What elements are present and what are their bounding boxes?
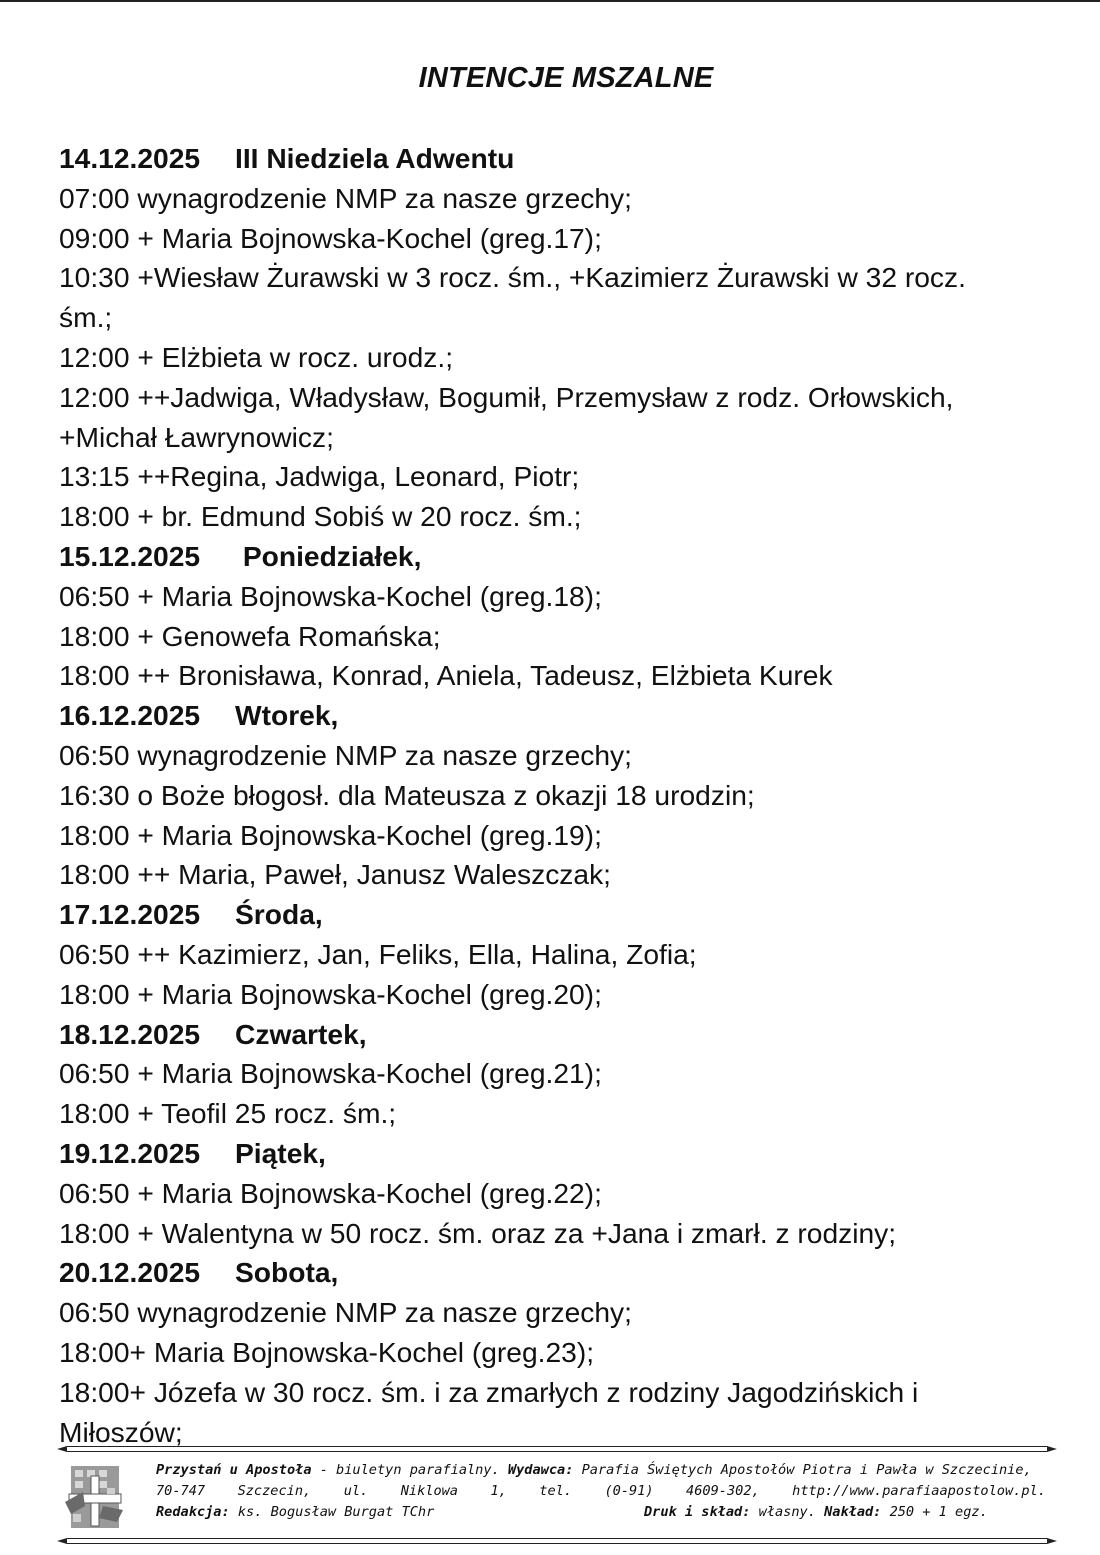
intention-line: 18:00+ Maria Bojnowska-Kochel (greg.23); [59, 1335, 595, 1368]
footer-text [156, 1460, 1046, 1523]
top-border-line [0, 0, 1100, 2]
intention-line: 18:00 + Genowefa Romańska; [59, 619, 441, 652]
day-heading [59, 139, 1089, 179]
intention-line: 06:50 wynagrodzenie NMP za nasze grzechy; [59, 1296, 632, 1329]
intention-line: 18:00+ Józefa w 30 rocz. śm. i za zmarłych z rodziny Jagodzińskich i [59, 1375, 919, 1408]
intentions-list [59, 139, 1089, 1452]
editor-label: Redakcja: [156, 1504, 230, 1520]
intention-line: Miłoszów; [59, 1415, 183, 1448]
address-word: 1, [490, 1483, 507, 1499]
intention-line: 10:30 +Wiesław Żurawski w 3 rocz. śm., +Kazimierz Żurawski w 32 rocz. [59, 261, 966, 294]
intention-line: 12:00 + Elżbieta w rocz. urodz.; [59, 340, 454, 373]
intention-line: 18:00 ++ Maria, Paweł, Janusz Waleszczak; [59, 858, 611, 891]
day-date: 20.12.2025 [59, 1256, 201, 1289]
intention-line: 06:50 + Maria Bojnowska-Kochel (greg.21); [59, 1057, 602, 1090]
day-date: 18.12.2025 [59, 1017, 201, 1050]
print-label: Druk i skład: [644, 1504, 751, 1520]
intention-line: 09:00 + Maria Bojnowska-Kochel (greg.17); [59, 221, 602, 254]
day-date: 16.12.2025 [59, 699, 201, 732]
intention-line: 06:50 ++ Kazimierz, Jan, Feliks, Ella, Halina, Zofia; [59, 937, 697, 970]
footer-line-1 [156, 1460, 1046, 1481]
day-date: 19.12.2025 [59, 1136, 201, 1169]
circulation-label: Nakład: [824, 1504, 882, 1520]
intention-line: +Michał Ławrynowicz; [59, 420, 334, 453]
day-heading [59, 537, 1089, 577]
intention-line: 18:00 + Maria Bojnowska-Kochel (greg.19); [59, 818, 602, 851]
day-heading [59, 1015, 1089, 1055]
intention-line: 16:30 o Boże błogosł. dla Mateusza z okazji 18 urodzin; [59, 778, 755, 811]
page-title: INTENCJE MSZALNE [418, 62, 714, 94]
intention-line: 18:00 + Teofil 25 rocz. śm.; [59, 1097, 397, 1130]
publisher: Parafia Świętych Apostołów Piotra i Pawła w Szczecinie, [581, 1462, 1032, 1478]
intention-line: 18:00 + Walentyna w 50 rocz. śm. oraz za +Jana i zmarł. z rodziny; [59, 1216, 897, 1249]
day-date: 15.12.2025 [59, 539, 201, 572]
address-word: http://www.parafiaapostolow.pl. [792, 1483, 1046, 1499]
footer-address-line [156, 1481, 1046, 1502]
intention-line: 06:50 + Maria Bojnowska-Kochel (greg.22); [59, 1176, 602, 1209]
footer-line-3 [156, 1502, 1046, 1523]
day-heading [59, 1134, 1089, 1174]
day-label: Poniedziałek, [235, 539, 422, 572]
day-date: 17.12.2025 [59, 898, 201, 931]
day-label: Sobota, [235, 1256, 339, 1289]
day-label: Piątek, [235, 1136, 326, 1169]
footer-top-rule [67, 1446, 1047, 1452]
intention-line: 18:00 + Maria Bojnowska-Kochel (greg.20); [59, 977, 602, 1010]
bulletin-name: Przystań u Apostoła [156, 1462, 312, 1478]
address-word: Niklowa [400, 1483, 458, 1499]
day-label: Wtorek, [235, 699, 339, 732]
day-heading [59, 696, 1089, 736]
intention-line: 18:00 ++ Bronisława, Konrad, Aniela, Tadeusz, Elżbieta Kurek [59, 659, 833, 692]
publisher-label: Wydawca: [507, 1462, 574, 1478]
intention-line: 06:50 wynagrodzenie NMP za nasze grzechy; [59, 738, 632, 771]
intention-line: 12:00 ++Jadwiga, Władysław, Bogumił, Przemysław z rodz. Orłowskich, [59, 380, 954, 413]
intention-line: śm.; [59, 301, 113, 334]
address-word: 4609-302, [686, 1483, 760, 1499]
circulation-value: 250 + 1 egz. [889, 1504, 988, 1520]
parish-logo-icon [63, 1462, 127, 1532]
editor: ks. Bogusław Burgat TChr [237, 1504, 435, 1520]
address-word: Szczecin, [237, 1483, 312, 1499]
print-value: własny. [758, 1504, 816, 1520]
day-heading [59, 895, 1089, 935]
intention-line: 13:15 ++Regina, Jadwiga, Leonard, Piotr; [59, 460, 580, 493]
day-label: Czwartek, [235, 1017, 367, 1050]
address-word: 70-747 [156, 1483, 206, 1499]
address-word: (0-91) [604, 1483, 654, 1499]
intention-line: 07:00 wynagrodzenie NMP za nasze grzechy; [59, 181, 632, 214]
footer-bottom-rule [67, 1538, 1047, 1544]
intention-line: 06:50 + Maria Bojnowska-Kochel (greg.18); [59, 579, 602, 612]
address-word: tel. [539, 1483, 573, 1499]
bulletin-desc: - biuletyn parafialny. [319, 1462, 500, 1478]
footer [55, 1446, 1060, 1546]
day-label: III Niedziela Adwentu [235, 142, 515, 174]
address-word: ul. [343, 1483, 369, 1499]
day-date: 14.12.2025 [59, 142, 201, 174]
day-heading [59, 1253, 1089, 1293]
intention-line: 18:00 + br. Edmund Sobiś w 20 rocz. śm.; [59, 500, 582, 533]
day-label: Środa, [235, 898, 323, 931]
